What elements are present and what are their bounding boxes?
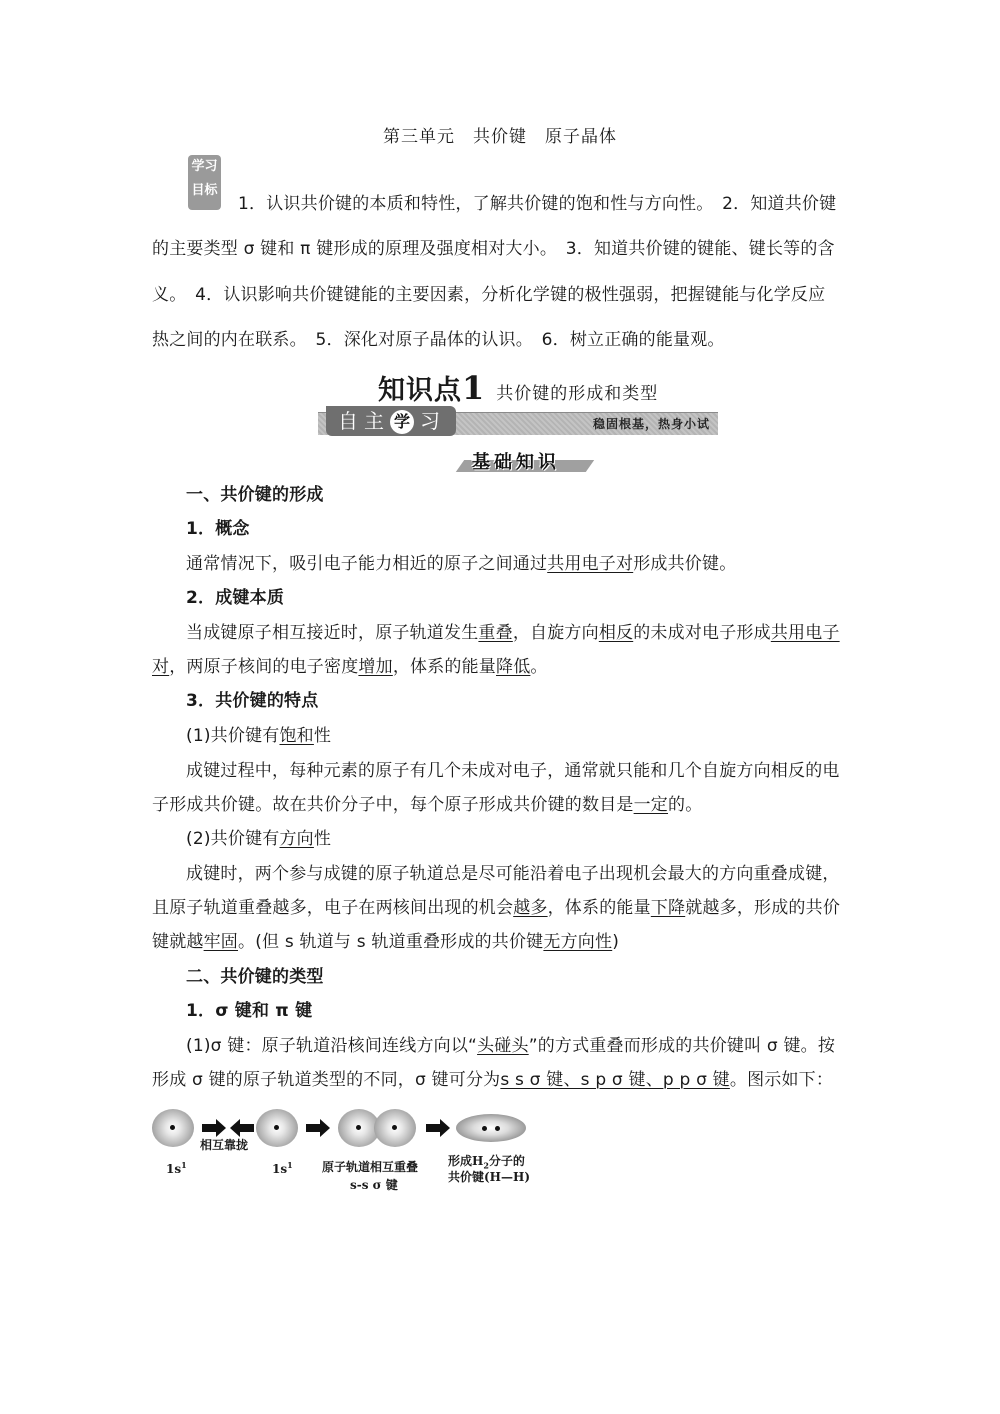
arrow-left-icon	[238, 1124, 254, 1132]
knowledge-point-subtitle: 共价键的形成和类型	[496, 384, 659, 404]
approach-label: 相互靠拢	[200, 1138, 249, 1152]
label: 1s	[272, 1162, 288, 1176]
section-1-3-1-text-line-2	[152, 794, 702, 816]
section-2-1-text-line-2	[152, 1069, 833, 1091]
text: 通常情况下，吸引电子能力相近的原子之间通过	[186, 554, 548, 574]
subscript: 2	[483, 1160, 489, 1171]
answer-blank: 一定	[633, 795, 669, 815]
arrow-right-icon	[306, 1124, 322, 1132]
answer-blank: 降低	[496, 657, 531, 677]
self-study-banner	[318, 409, 718, 435]
goals-line-2: 的主要类型 σ 键和 π 键形成的原理及强度相对大小。 3．知道共价键的键能、键长等的含	[152, 239, 835, 259]
answer-blank: 饱和	[279, 726, 314, 746]
overlap-atom-2	[374, 1109, 416, 1147]
text: 的未成对电子形成	[633, 623, 771, 643]
label: 形成H	[448, 1154, 484, 1168]
text: ，两原子核间的电子密度	[169, 657, 359, 677]
answer-blank: 方向	[279, 829, 314, 849]
text: 。图示如下：	[729, 1070, 834, 1090]
text: 子形成共价键。故在共价分子中，每个原子形成共价键的数目是	[152, 795, 634, 815]
text: ，自旋方向	[512, 623, 599, 643]
nucleus-dot	[170, 1125, 175, 1130]
learning-goals-badge	[188, 155, 221, 210]
text: 形成共价键。	[633, 554, 737, 574]
hydrogen-atom-1	[152, 1109, 194, 1147]
knowledge-point-prefix: 知识点	[378, 375, 462, 406]
text: (1)共价键有	[186, 726, 280, 746]
nucleus-dot	[482, 1126, 487, 1131]
knowledge-point-number: 1	[462, 369, 485, 407]
self-study-tab	[326, 406, 456, 436]
label: 1s	[166, 1162, 182, 1176]
overlap-label-line-1: 原子轨道相互重叠	[322, 1160, 419, 1174]
text: )	[612, 932, 620, 952]
overlap-atom-1	[338, 1109, 380, 1147]
section-1-3-2-text-line-3	[152, 931, 619, 953]
text: 当成键原子相互接近时，原子轨道发生	[186, 623, 479, 643]
text: (1)σ 键：原子轨道沿核间连线方向以“	[186, 1036, 478, 1056]
text: 的。	[668, 795, 703, 815]
text: 且原子轨道重叠越多，电子在两核间出现的机会	[152, 898, 514, 918]
badge-line-1: 学习	[191, 159, 218, 174]
badge-line-2: 目标	[191, 183, 218, 198]
section-1-3-2-text-line-1: 成键时，两个参与成键的原子轨道总是尽可能沿着电子出现机会最大的方向重叠成键，	[186, 864, 840, 884]
superscript: 1	[287, 1160, 293, 1170]
answer-blank: s s σ 键、s p σ 键、p p σ 键	[500, 1070, 730, 1090]
section-1-1-text	[186, 553, 736, 575]
answer-blank: 无方向性	[543, 932, 613, 952]
goals-line-4: 热之间的内在联系。 5．深化对原子晶体的认识。 6．树立正确的能量观。	[152, 330, 725, 350]
banner-text-a: 自主	[338, 409, 390, 433]
nucleus-dot	[392, 1125, 397, 1130]
basic-knowledge-text: 基础知识	[472, 452, 560, 473]
answer-blank: 相反	[598, 623, 634, 643]
knowledge-point-title	[378, 368, 658, 407]
nucleus-dot	[356, 1125, 361, 1130]
arrow-right-icon	[426, 1124, 442, 1132]
section-1-2-text-line-2	[152, 656, 548, 678]
goals-line-1: 1．认识共价键的本质和特性，了解共价键的饱和性与方向性。 2．知道共价键	[238, 194, 837, 214]
hydrogen-atom-2	[256, 1109, 298, 1147]
text: ，体系的能量	[392, 657, 497, 677]
text: 。(但 s 轨道与 s 轨道重叠形成的共价键	[238, 932, 544, 952]
section-1-3-heading: 3．共价键的特点	[186, 691, 319, 711]
text: 。	[530, 657, 548, 677]
arrow-right-icon	[202, 1124, 218, 1132]
answer-blank: 增加	[358, 657, 393, 677]
text: 性	[313, 726, 332, 746]
section-2-heading: 二、共价键的类型	[186, 967, 324, 987]
atom-1-label	[166, 1158, 187, 1177]
answer-blank: 越多	[513, 898, 548, 918]
unit-title: 第三单元 共价键 原子晶体	[383, 127, 617, 147]
section-1-2-heading: 2．成键本质	[186, 588, 285, 608]
basic-knowledge-label	[460, 448, 590, 474]
banner-slogan: 稳固根基，热身小试	[592, 417, 710, 431]
answer-blank: 牢固	[203, 932, 239, 952]
banner-circle-char: 学	[390, 410, 414, 434]
h2-molecule	[456, 1114, 526, 1142]
section-1-heading: 一、共价键的形成	[186, 485, 324, 505]
label: 分子的	[488, 1154, 525, 1168]
answer-blank: 下降	[650, 898, 686, 918]
text: 就越多，形成的共价	[685, 898, 841, 918]
section-1-3-1-heading	[186, 725, 331, 747]
nucleus-dot	[274, 1125, 279, 1130]
banner-text-b: 习	[420, 409, 446, 433]
answer-blank: 对	[152, 657, 170, 677]
section-1-2-text-line-1	[186, 622, 840, 644]
text: (2)共价键有	[186, 829, 280, 849]
answer-blank: 共用电子	[770, 623, 840, 643]
text: ”的方式重叠而形成的共价键叫 σ 键。按	[528, 1036, 836, 1056]
section-2-1-text-line-1	[186, 1035, 835, 1057]
section-1-1-heading: 1．概念	[186, 519, 250, 539]
answer-blank: 共用电子对	[547, 554, 634, 574]
answer-blank: 重叠	[478, 623, 513, 643]
nucleus-dot	[495, 1126, 500, 1131]
goals-line-3: 义。 4．认识影响共价键键能的主要因素，分析化学键的极性强弱，把握键能与化学反应	[152, 285, 826, 305]
section-2-1-heading: 1．σ 键和 π 键	[186, 1001, 313, 1021]
atom-2-label	[272, 1158, 293, 1177]
molecule-label-line-1	[448, 1154, 525, 1173]
molecule-label-line-2: 共价键(H—H)	[448, 1170, 531, 1184]
superscript: 1	[181, 1160, 187, 1170]
text: 性	[313, 829, 332, 849]
answer-blank: 头碰头	[477, 1036, 529, 1056]
overlap-label-line-2: s-s σ 键	[350, 1178, 398, 1192]
section-1-3-1-text-line-1: 成键过程中，每种元素的原子有几个未成对电子，通常就只能和几个自旋方向相反的电	[186, 761, 840, 781]
section-1-3-2-text-line-2	[152, 897, 840, 919]
text: ，体系的能量	[547, 898, 651, 918]
section-1-3-2-heading	[186, 828, 331, 850]
text: 形成 σ 键的原子轨道类型的不同，σ 键可分为	[152, 1070, 501, 1090]
text: 键就越	[152, 932, 204, 952]
